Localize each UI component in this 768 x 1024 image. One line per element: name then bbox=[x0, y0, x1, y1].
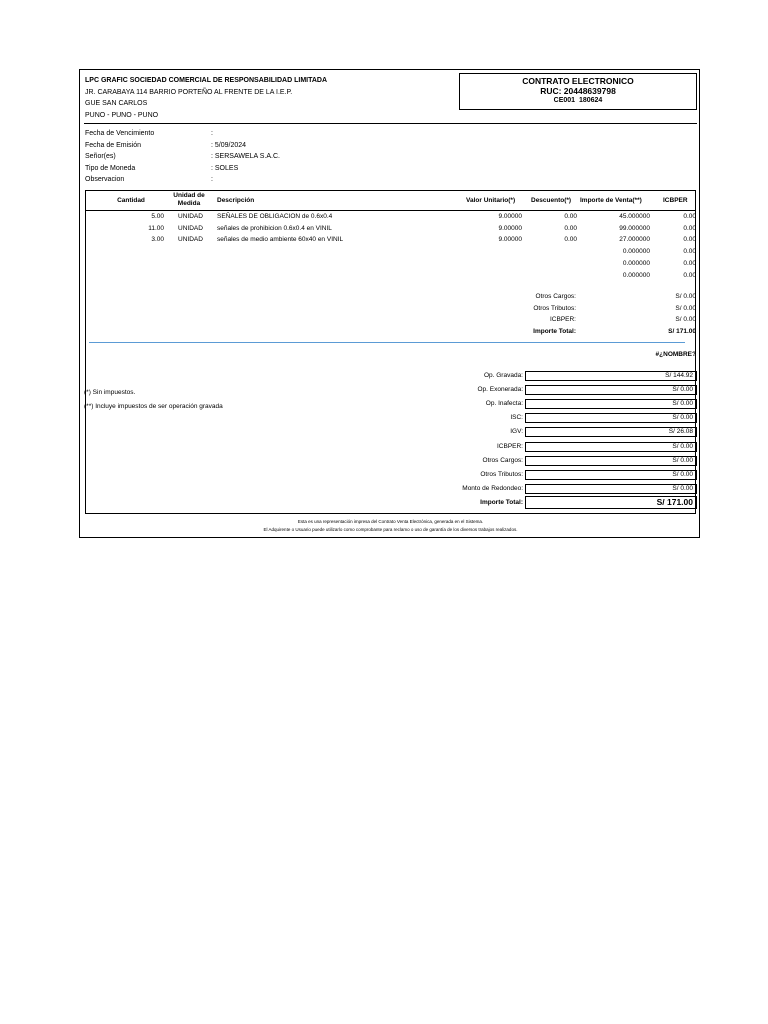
col-descuento bbox=[537, 211, 577, 246]
table-cell: 0.000000 bbox=[622, 259, 650, 267]
col-cantidad bbox=[106, 211, 164, 246]
table-cell: 11.00 bbox=[148, 224, 164, 232]
contract-title: CONTRATO ELECTRONICO bbox=[522, 76, 634, 86]
contract-box bbox=[459, 73, 697, 110]
table-cell: 0.000000 bbox=[622, 248, 650, 256]
table-cell: señales de prohibicion 0.6x0.4 en VINIL bbox=[217, 224, 332, 232]
table-cell: 0.00 bbox=[564, 224, 577, 232]
header-divider bbox=[84, 123, 697, 124]
company-address-line-1: JR. CARABAYA 114 BARRIO PORTEÑO AL FRENTE DE LA I.E.P. bbox=[85, 88, 293, 96]
contract-series: CE001 bbox=[553, 97, 576, 104]
company-block bbox=[85, 75, 327, 121]
note-incluye-impuestos: (**) Incluye impuestos de ser operación gravada bbox=[84, 402, 223, 410]
table-cell: 0.00 bbox=[564, 213, 577, 220]
contract-number-value: 180624 bbox=[578, 97, 603, 104]
table-cell: 0.00 bbox=[683, 271, 696, 279]
meta-row: Señor(es) : SERSAWELA S.A.C. bbox=[85, 153, 280, 160]
table-cell: 99.000000 bbox=[619, 224, 650, 232]
summary-value: S/ 144.92 bbox=[525, 371, 697, 381]
table-totals-values bbox=[626, 291, 696, 338]
col-descripcion bbox=[217, 211, 343, 246]
total-label: ICBPER: bbox=[549, 316, 576, 324]
table-cell: 45.000000 bbox=[619, 213, 650, 220]
table-cell: 0.00 bbox=[683, 213, 696, 220]
summary-label: Op. Inafecta: bbox=[485, 400, 523, 407]
table-totals-labels bbox=[486, 291, 576, 338]
table-cell: 5.00 bbox=[151, 213, 164, 220]
summary-label: Op. Exonerada: bbox=[477, 386, 523, 393]
table-cell: 0.00 bbox=[683, 224, 696, 232]
table-cell: señales de medio ambiente 60x40 en VINIL bbox=[217, 236, 344, 244]
summary-value: S/ 0.00 bbox=[525, 399, 697, 409]
notes-block bbox=[84, 386, 223, 413]
header-descripcion: Descripción bbox=[217, 197, 255, 204]
meta-row: Observacion : bbox=[85, 176, 213, 183]
summary-label: Otros Cargos: bbox=[482, 457, 523, 464]
col-valor bbox=[472, 211, 522, 246]
table-cell: SEÑALES DE OBLIGACION de 0.6x0.4 bbox=[217, 213, 333, 220]
table-cell: 0.00 bbox=[683, 248, 696, 256]
table-cell: 0.000000 bbox=[622, 271, 650, 279]
total-label: Otros Tributos: bbox=[533, 304, 576, 312]
total-label: Importe Total: bbox=[533, 328, 576, 336]
meta-block bbox=[85, 128, 280, 186]
header-icbper: ICBPER bbox=[663, 197, 688, 204]
table-cell: 3.00 bbox=[151, 236, 164, 244]
summary-value: S/ 0.00 bbox=[525, 442, 697, 452]
header-importe: Importe de Venta(**) bbox=[580, 197, 642, 204]
meta-row: Tipo de Moneda : SOLES bbox=[85, 164, 239, 172]
summary-label: ICBPER: bbox=[496, 443, 523, 450]
footer-line-2: El Adquirente o Usuario puede utilizarlo como comprobante para reclamo o uso de garantía de los diversos trabajos realizados. bbox=[263, 527, 518, 532]
table-cell: UNIDAD bbox=[178, 213, 203, 220]
formula-error-text: #¿NOMBRE? bbox=[655, 351, 696, 358]
summary-label: Otros Tributos: bbox=[480, 471, 523, 478]
note-sin-impuestos: (*) Sin impuestos. bbox=[84, 389, 136, 396]
total-label: Otros Cargos: bbox=[535, 293, 576, 300]
col-importe bbox=[597, 211, 650, 281]
summary-value: S/ 0.00 bbox=[525, 413, 697, 423]
header-cantidad: Cantidad bbox=[117, 197, 145, 204]
contract-number bbox=[460, 97, 696, 104]
table-cell: UNIDAD bbox=[178, 236, 203, 244]
total-value: S/ 0.00 bbox=[675, 316, 696, 324]
col-icbper bbox=[656, 211, 696, 281]
summary-label: Monto de Redondeo: bbox=[462, 485, 523, 492]
table-cell: 0.00 bbox=[564, 236, 577, 244]
table-cell: 9.00000 bbox=[498, 213, 522, 220]
summary-value: S/ 0.00 bbox=[525, 470, 697, 480]
summary-label: IGV: bbox=[510, 428, 523, 435]
section-divider bbox=[89, 342, 685, 343]
table-cell: 9.00000 bbox=[498, 224, 522, 232]
company-name: LPC GRAFIC SOCIEDAD COMERCIAL DE RESPONSABILIDAD LIMITADA bbox=[85, 77, 328, 84]
table-cell: 0.00 bbox=[683, 236, 696, 244]
header-valor: Valor Unitario(*) bbox=[466, 197, 516, 204]
summary-label: ISC: bbox=[510, 414, 523, 421]
footer-line-1: Esta es una representación impresa del Contrato Venta Electrónica, generada en el Sistema. bbox=[297, 519, 484, 524]
table-cell: UNIDAD bbox=[178, 224, 203, 232]
total-value: S/ 171.00 bbox=[668, 328, 696, 336]
summary-value: S/ 0.00 bbox=[525, 385, 697, 395]
summary-value: S/ 0.00 bbox=[525, 456, 697, 466]
table-cell: 27.000000 bbox=[619, 236, 650, 244]
header-descuento: Descuento(*) bbox=[531, 197, 572, 204]
company-location: PUNO - PUNO - PUNO bbox=[85, 111, 159, 119]
col-unidad bbox=[178, 211, 203, 246]
summary-value: S/ 26.08 bbox=[525, 427, 697, 437]
meta-row: Fecha de Emisión : 5/09/2024 bbox=[85, 141, 247, 149]
summary-label: Op. Gravada: bbox=[483, 372, 523, 379]
total-value: S/ 0.00 bbox=[675, 304, 696, 312]
table-cell: 9.00000 bbox=[498, 236, 522, 244]
summary-total-value: S/ 171.00 bbox=[525, 496, 697, 509]
summary-value: S/ 0.00 bbox=[525, 484, 697, 494]
table-cell: 0.00 bbox=[683, 259, 696, 267]
meta-row: Fecha de Vencimiento : bbox=[85, 130, 213, 137]
total-value: S/ 0.00 bbox=[675, 293, 696, 300]
contract-ruc: RUC: 20448639798 bbox=[540, 86, 616, 96]
contract-document bbox=[79, 69, 700, 538]
company-address-line-2: GUE SAN CARLOS bbox=[85, 100, 148, 107]
summary-label: Importe Total: bbox=[480, 499, 523, 506]
header-unidad: Unidad de Medida bbox=[173, 192, 205, 207]
